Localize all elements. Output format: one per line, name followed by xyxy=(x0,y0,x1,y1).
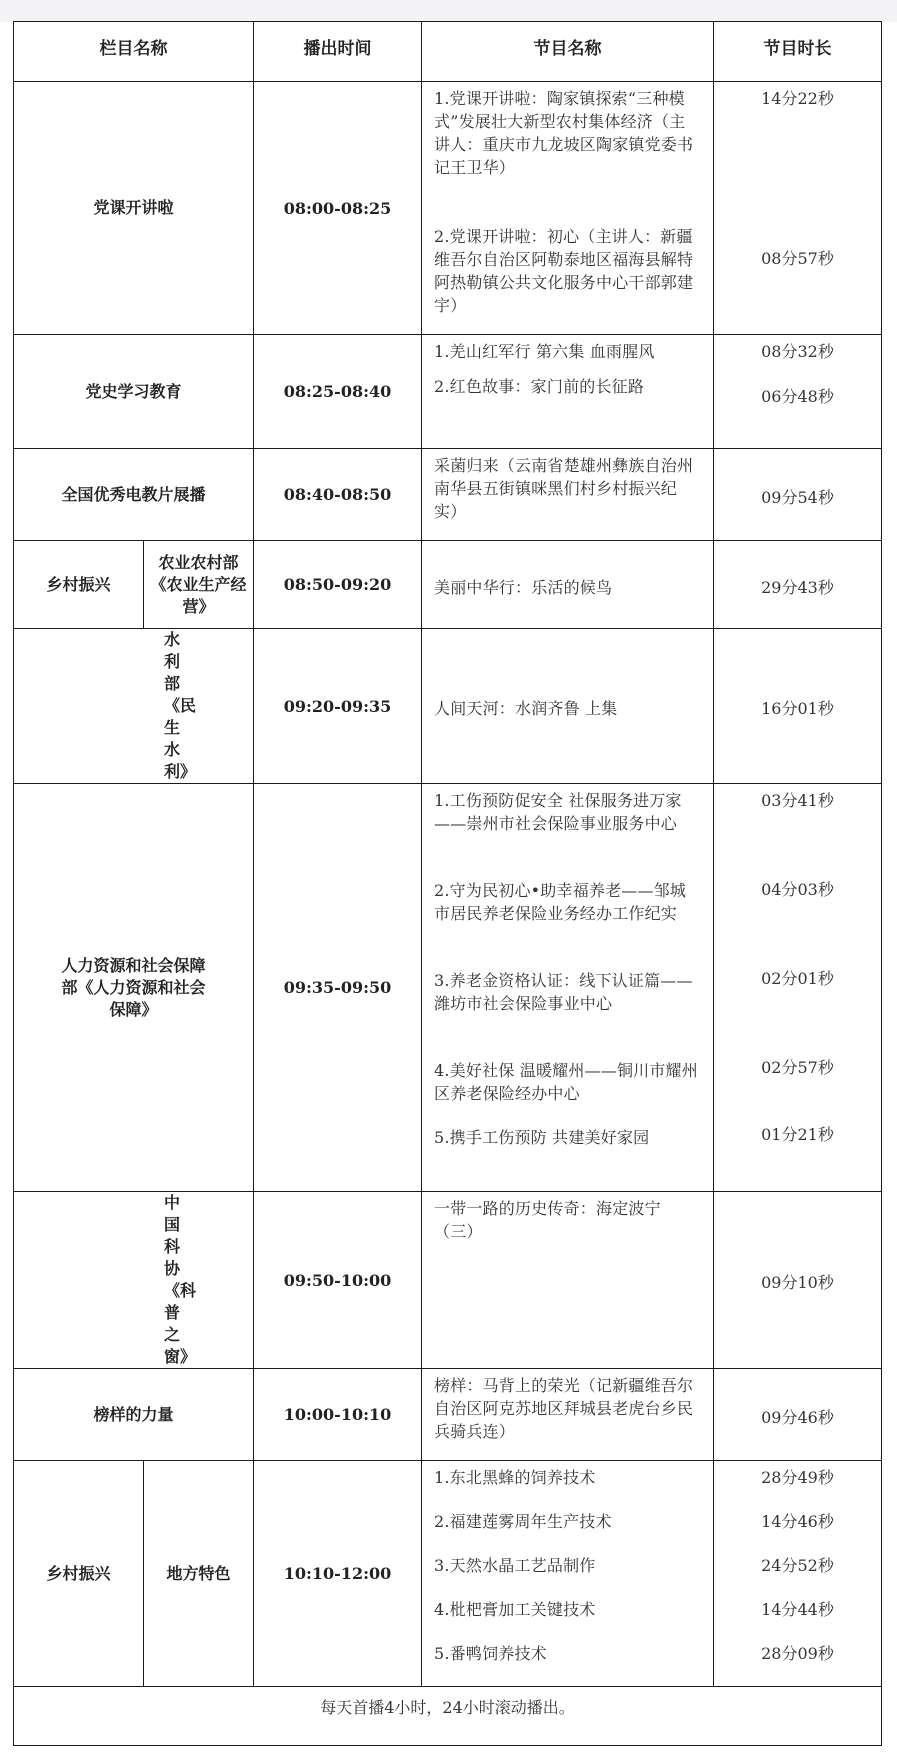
program-item: 一带一路的历史传奇：海定波宁（三） xyxy=(434,1199,661,1241)
program-item: 人间天河：水润齐鲁 上集 xyxy=(434,699,618,718)
table-row xyxy=(14,629,882,784)
duration-item: 16分01秒 xyxy=(761,699,834,718)
duration-item: 01分21秒 xyxy=(761,1125,834,1144)
duration-item: 09分54秒 xyxy=(761,487,834,507)
program-cell xyxy=(422,784,714,1192)
duration-item: 09分10秒 xyxy=(761,1273,834,1292)
time-cell: 10:10-12:00 xyxy=(254,1461,422,1687)
duration-item: 06分48秒 xyxy=(761,387,834,406)
table-row xyxy=(14,82,882,335)
program-cell xyxy=(422,629,714,784)
top-band xyxy=(0,0,897,22)
header-row xyxy=(14,22,882,82)
broadcast-schedule-table xyxy=(13,21,882,1746)
duration-cell xyxy=(714,541,882,629)
time-cell: 08:50-09:20 xyxy=(254,541,422,629)
program-item: 1.工伤预防促安全 社保服务进万家——崇州市社会保险事业服务中心 xyxy=(434,791,682,833)
program-cell xyxy=(422,1369,714,1461)
duration-item: 08分57秒 xyxy=(761,249,834,268)
duration-item: 04分03秒 xyxy=(761,880,834,899)
column-name-cell: 党史学习教育 xyxy=(14,335,254,449)
column-name-cell: 水利部《民生水利》 xyxy=(14,629,254,784)
time-cell: 10:00-10:10 xyxy=(254,1369,422,1461)
program-item: 榜样：马背上的荣光（记新疆维吾尔自治区阿克苏地区拜城县老虎台乡民兵骑兵连） xyxy=(434,1376,694,1441)
sub-column-cell: 地方特色 xyxy=(144,1461,254,1687)
footer-row xyxy=(14,1687,882,1746)
program-item: 4.枇杷膏加工关键技术 xyxy=(434,1600,596,1619)
program-item: 1.党课开讲啦：陶家镇探索“三种模式”发展壮大新型农村集体经济（主讲人：重庆市九龙坡区陶家镇党委书记王卫华） xyxy=(434,89,694,177)
program-item: 3.养老金资格认证：线下认证篇——潍坊市社会保险事业中心 xyxy=(434,971,693,1013)
program-cell xyxy=(422,1461,714,1687)
program-cell xyxy=(422,449,714,541)
duration-item: 28分09秒 xyxy=(761,1644,834,1663)
program-cell xyxy=(422,541,714,629)
duration-item: 14分44秒 xyxy=(761,1600,834,1619)
time-cell: 08:00-08:25 xyxy=(254,82,422,335)
column-name-cell: 中国科协《科普之窗》 xyxy=(14,1192,254,1369)
program-item: 2.守为民初心•助幸福养老——邹城市居民养老保险业务经办工作纪实 xyxy=(434,881,687,923)
column-name-cell: 党课开讲啦 xyxy=(14,82,254,335)
duration-cell xyxy=(714,1369,882,1461)
duration-cell xyxy=(714,449,882,541)
duration-item: 29分43秒 xyxy=(761,577,834,597)
program-item: 4.美好社保 温暖耀州——铜川市耀州区养老保险经办中心 xyxy=(434,1061,698,1103)
column-name-cell: 全国优秀电教片展播 xyxy=(14,449,254,541)
duration-item: 02分01秒 xyxy=(761,969,834,988)
duration-item: 03分41秒 xyxy=(761,791,834,810)
program-item: 2.红色故事：家门前的长征路 xyxy=(434,377,645,396)
broadcast-note: 每天首播4小时，24小时滚动播出。 xyxy=(14,1687,882,1746)
table-row xyxy=(14,1461,882,1687)
program-cell xyxy=(422,1192,714,1369)
program-item: 2.党课开讲啦：初心（主讲人：新疆维吾尔自治区阿勒泰地区福海县解特阿热勒镇公共文化服务中心干部郭建宇） xyxy=(434,227,694,315)
header-column-name: 栏目名称 xyxy=(14,22,254,82)
time-cell: 08:40-08:50 xyxy=(254,449,422,541)
duration-cell xyxy=(714,1461,882,1687)
sub-column-cell: 农业农村部《农业生产经营》 xyxy=(144,541,254,629)
duration-cell xyxy=(714,629,882,784)
program-item: 1.羌山红军行 第六集 血雨腥风 xyxy=(434,342,655,361)
header-program-name: 节目名称 xyxy=(422,22,714,82)
program-item: 5.番鸭饲养技术 xyxy=(434,1644,547,1663)
table-row xyxy=(14,1192,882,1369)
table-row xyxy=(14,541,882,629)
duration-item: 28分49秒 xyxy=(761,1468,834,1487)
table-row xyxy=(14,449,882,541)
column-name-cell: 人力资源和社会保障部《人力资源和社会保障》 xyxy=(14,784,254,1192)
column-name-cell: 榜样的力量 xyxy=(14,1369,254,1461)
column-name-cell: 乡村振兴 xyxy=(14,541,144,629)
duration-item: 14分46秒 xyxy=(761,1512,834,1531)
program-item: 1.东北黑蜂的饲养技术 xyxy=(434,1468,596,1487)
duration-cell xyxy=(714,784,882,1192)
column-name-cell: 乡村振兴 xyxy=(14,1461,144,1687)
duration-item: 08分32秒 xyxy=(761,342,834,361)
table-row xyxy=(14,335,882,449)
program-item: 美丽中华行：乐活的候鸟 xyxy=(434,577,613,597)
duration-cell xyxy=(714,82,882,335)
duration-item: 09分46秒 xyxy=(761,1407,834,1427)
duration-cell xyxy=(714,335,882,449)
duration-item: 24分52秒 xyxy=(761,1556,834,1575)
program-item: 采菌归来（云南省楚雄州彝族自治州南华县五街镇咪黑们村乡村振兴纪实） xyxy=(434,456,694,521)
program-cell xyxy=(422,82,714,335)
table-row xyxy=(14,1369,882,1461)
header-broadcast-time: 播出时间 xyxy=(254,22,422,82)
time-cell: 09:35-09:50 xyxy=(254,784,422,1192)
program-item: 2.福建莲雾周年生产技术 xyxy=(434,1512,612,1531)
program-cell xyxy=(422,335,714,449)
time-cell: 09:20-09:35 xyxy=(254,629,422,784)
table-row xyxy=(14,784,882,1192)
duration-item: 14分22秒 xyxy=(761,89,834,108)
header-duration: 节目时长 xyxy=(714,22,882,82)
time-cell: 09:50-10:00 xyxy=(254,1192,422,1369)
time-cell: 08:25-08:40 xyxy=(254,335,422,449)
program-item: 3.天然水晶工艺品制作 xyxy=(434,1556,596,1575)
duration-cell xyxy=(714,1192,882,1369)
program-item: 5.携手工伤预防 共建美好家园 xyxy=(434,1128,650,1147)
duration-item: 02分57秒 xyxy=(761,1058,834,1077)
